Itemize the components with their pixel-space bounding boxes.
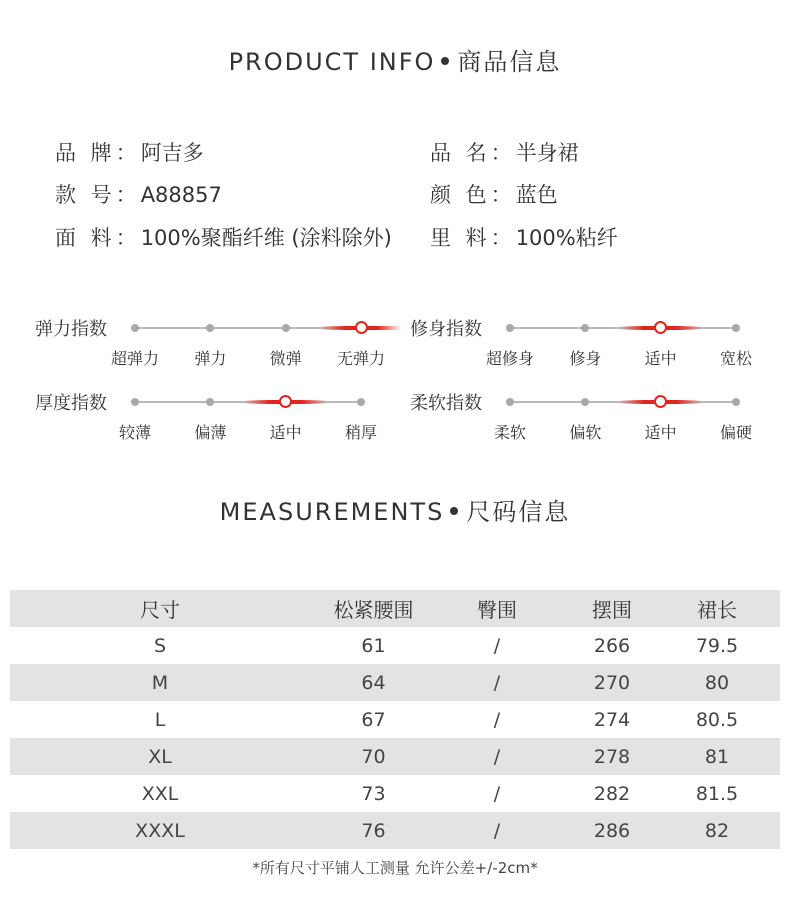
index-option-label: 超修身 — [485, 349, 535, 368]
table-row — [10, 738, 780, 775]
info-lining — [430, 222, 618, 252]
measurement-note: *所有尺寸平铺人工测量 允许公差+/-2cm* — [252, 859, 538, 877]
index-marker — [282, 324, 290, 332]
index-marker — [732, 398, 740, 406]
index-fit — [410, 315, 790, 368]
index-option-label: 微弹 — [269, 349, 302, 368]
cell-hip: / — [493, 745, 501, 768]
cell-spacer — [767, 812, 780, 849]
index-option-label: 超弹力 — [110, 349, 160, 368]
index-option-label: 柔软 — [493, 423, 527, 442]
info-label: 面 料： — [55, 226, 141, 250]
header-spacer — [767, 590, 780, 627]
index-marker — [357, 398, 365, 406]
index-option-label: 稍厚 — [344, 423, 378, 442]
product-info-title — [0, 42, 790, 77]
cell-spacer — [767, 664, 780, 701]
header-length: 裙长 — [697, 598, 737, 622]
cell-waist: 64 — [361, 671, 386, 694]
product-info-title-cn: 商品信息 — [457, 48, 562, 76]
header-hip: 臀围 — [477, 598, 517, 622]
info-label: 款 号： — [55, 183, 141, 207]
cell-hem: 286 — [593, 819, 631, 842]
index-title: 厚度指数 — [35, 393, 107, 414]
info-brand — [55, 137, 204, 167]
cell-hip: / — [493, 708, 501, 731]
cell-waist: 67 — [361, 708, 386, 731]
info-value: A88857 — [140, 183, 222, 207]
index-marker — [732, 324, 740, 332]
header-waist: 松紧腰围 — [333, 598, 414, 622]
index-marker — [581, 324, 589, 332]
info-value: 100%粘纤 — [515, 226, 618, 250]
info-label: 品 名： — [430, 141, 516, 165]
index-title: 修身指数 — [410, 319, 482, 340]
table-row — [10, 664, 780, 701]
index-track — [110, 326, 386, 368]
cell-length: 79.5 — [695, 634, 739, 657]
index-marker — [506, 398, 514, 406]
index-marker — [206, 398, 214, 406]
cell-hem: 278 — [593, 745, 631, 768]
cell-spacer — [767, 701, 780, 738]
index-option-label: 适中 — [269, 423, 302, 442]
index-option-label: 弹力 — [194, 349, 227, 368]
index-track — [485, 326, 753, 368]
size-table — [10, 590, 780, 849]
bullet-icon — [441, 57, 449, 65]
info-value: 蓝色 — [515, 183, 558, 207]
info-value: 半身裙 — [515, 141, 579, 165]
measurements-title-en: MEASUREMENTS — [219, 498, 445, 526]
index-option-label: 无弹力 — [336, 349, 386, 368]
index-marker-selected — [654, 395, 667, 408]
cell-length: 81 — [704, 745, 730, 768]
cell-length: 80 — [704, 671, 730, 694]
cell-size: S — [153, 634, 167, 657]
table-header-row — [10, 590, 780, 627]
info-fabric — [55, 222, 392, 252]
index-marker — [131, 398, 139, 406]
index-option-label: 偏软 — [569, 423, 602, 442]
cell-waist: 73 — [361, 782, 386, 805]
bullet-icon — [450, 507, 458, 515]
index-option-label: 偏薄 — [194, 423, 227, 442]
index-marker — [206, 324, 214, 332]
cell-length: 82 — [704, 819, 730, 842]
info-label: 品 牌： — [55, 141, 141, 165]
table-row — [10, 775, 780, 812]
measurements-title-cn: 尺码信息 — [466, 498, 571, 526]
index-option-label: 较薄 — [118, 423, 152, 442]
cell-hip: / — [493, 634, 501, 657]
info-style-number — [55, 179, 222, 209]
cell-spacer — [767, 627, 780, 664]
index-marker-selected — [279, 395, 292, 408]
index-marker-selected — [654, 321, 667, 334]
index-elasticity — [35, 315, 415, 368]
info-label: 里 料： — [430, 226, 516, 250]
index-option-label: 偏硬 — [719, 423, 753, 442]
cell-waist: 61 — [361, 634, 386, 657]
info-label: 颜 色： — [430, 183, 516, 207]
index-track — [493, 400, 753, 442]
cell-size: XL — [148, 745, 172, 768]
cell-hip: / — [493, 782, 501, 805]
index-option-label: 修身 — [569, 349, 602, 368]
cell-waist: 70 — [361, 745, 386, 768]
index-option-label: 适中 — [644, 423, 677, 442]
index-marker-selected — [355, 321, 368, 334]
header-hem: 摆围 — [592, 598, 632, 622]
cell-hem: 282 — [593, 782, 631, 805]
cell-size: M — [151, 671, 169, 694]
index-thickness — [35, 389, 415, 442]
cell-hip: / — [493, 671, 501, 694]
info-value: 阿吉多 — [140, 141, 204, 165]
cell-hem: 274 — [593, 708, 631, 731]
cell-spacer — [767, 738, 780, 775]
index-title: 弹力指数 — [35, 319, 107, 340]
cell-length: 81.5 — [695, 782, 739, 805]
header-size: 尺寸 — [140, 598, 180, 622]
info-product-name — [430, 137, 579, 167]
info-color — [430, 179, 558, 209]
cell-hem: 266 — [593, 634, 631, 657]
index-track — [118, 400, 378, 442]
cell-hem: 270 — [593, 671, 631, 694]
index-marker — [506, 324, 514, 332]
index-title: 柔软指数 — [410, 393, 482, 414]
cell-size: XXL — [141, 782, 179, 805]
cell-spacer — [767, 775, 780, 812]
index-option-label: 适中 — [644, 349, 677, 368]
measurements-title — [0, 492, 790, 527]
cell-hip: / — [493, 819, 501, 842]
table-row — [10, 701, 780, 738]
table-row — [10, 627, 780, 664]
index-option-label: 宽松 — [719, 349, 753, 368]
cell-waist: 76 — [361, 819, 386, 842]
cell-size: L — [154, 708, 166, 731]
index-softness — [410, 389, 790, 442]
index-marker — [581, 398, 589, 406]
index-marker — [131, 324, 139, 332]
product-info-title-en: PRODUCT INFO — [228, 48, 436, 76]
cell-length: 80.5 — [695, 708, 739, 731]
info-value: 100%聚酯纤维 (涂料除外) — [140, 226, 392, 250]
cell-size: XXXL — [135, 819, 185, 842]
table-row — [10, 812, 780, 849]
